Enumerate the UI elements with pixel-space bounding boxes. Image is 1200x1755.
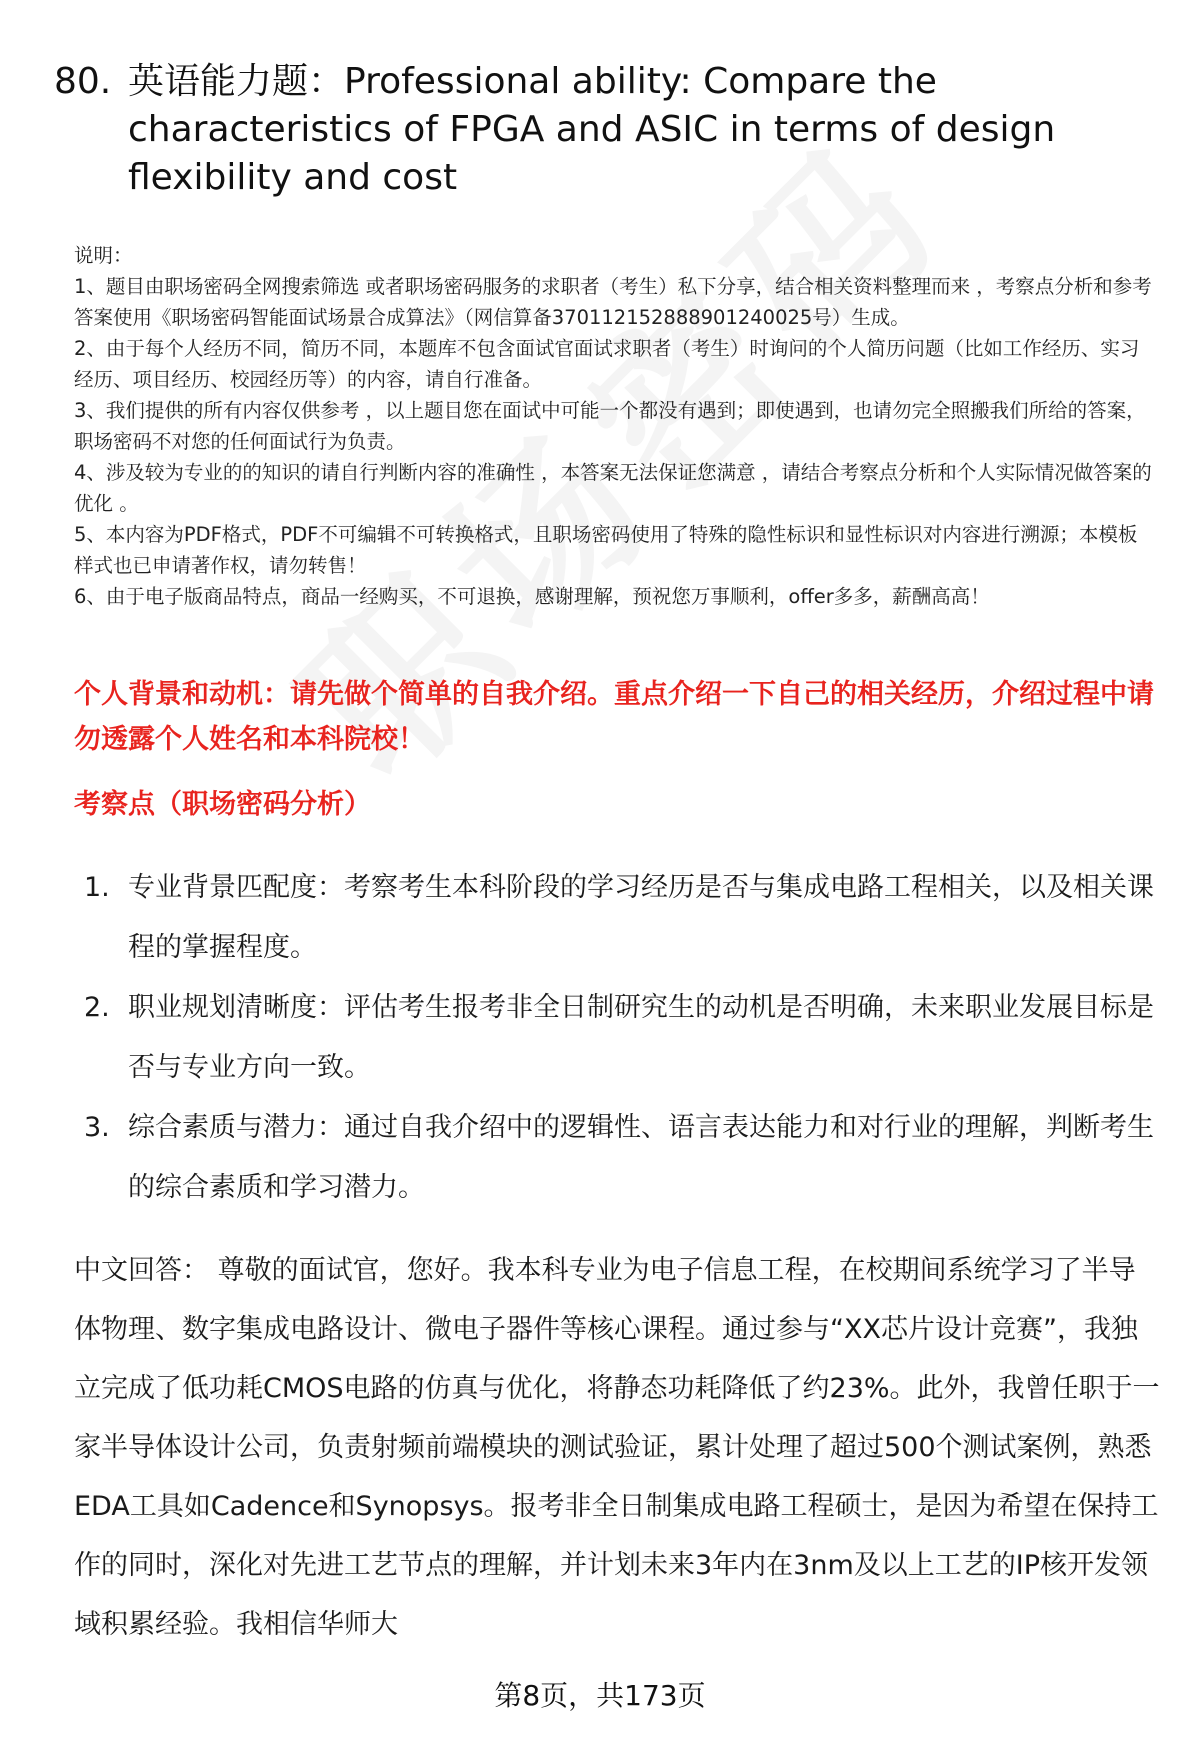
exam-point-text: 职业规划清晰度：评估考生报考非全日制研究生的动机是否明确，未来职业发展目标是否与专业方向一致。 [128, 992, 1154, 1083]
question-title [54, 58, 1114, 202]
notes-heading: 说明： [74, 244, 133, 267]
notes-section [74, 240, 1154, 612]
note-item: 4、涉及较为专业的的知识的请自行判断内容的准确性 ，本答案无法保证您满意 ，请结合考察点分析和个人实际情况做答案的优化 。 [74, 461, 1152, 515]
exam-points-list [84, 858, 1160, 1218]
exam-point-number: 1. [84, 872, 110, 903]
exam-point [84, 978, 1160, 1098]
note-item: 3、我们提供的所有内容仅供参考 ，以上题目您在面试中可能一个都没有遇到；即使遇到，也请勿完全照搬我们所给的答案，职场密码不对您的任何面试行为负责。 [74, 399, 1146, 453]
exam-point-text: 专业背景匹配度：考察考生本科阶段的学习经历是否与集成电路工程相关，以及相关课程的掌握程度。 [128, 872, 1154, 963]
intro-question-heading: 个人背景和动机：请先做个简单的自我介绍。重点介绍一下自己的相关经历，介绍过程中请勿透露个人姓名和本科院校！ [74, 679, 1154, 755]
exam-point-number: 2. [84, 992, 110, 1023]
chinese-answer: 中文回答： 尊敬的面试官，您好。我本科专业为电子信息工程，在校期间系统学习了半导体物理、数字集成电路设计、微电子器件等核心课程。通过参与“XX芯片设计竞赛”，我独立完成了低功耗CMOS电路的仿真与优化，将静态功耗降低了约23%。此外，我曾任职于一家半导体设计公司，负责射频前端模块的测试验证，累计处理了超过500个测试案例，熟悉EDA工具如Cadence和Synopsys。报考非全日制集成电路工程硕士，是因为希望在保持工作的同时，深化对先进工艺节点的理解，并计划未来3年内在3nm及以上工艺的IP核开发领域积累经验。我相信华师大 [74, 1255, 1160, 1640]
exam-point [84, 858, 1160, 978]
exam-point-text: 综合素质与潜力：通过自我介绍中的逻辑性、语言表达能力和对行业的理解，判断考生的综合素质和学习潜力。 [128, 1112, 1154, 1203]
question-number: 80. [54, 61, 112, 102]
question-text: 英语能力题：Professional ability: Compare the characteristics of FPGA and ASIC in terms of design flexibility and cost [128, 61, 1056, 198]
exam-point [84, 1098, 1160, 1218]
note-item: 2、由于每个人经历不同，简历不同，本题库不包含面试官面试求职者（考生）时询问的个人简历问题（比如工作经历、实习经历、项目经历、校园经历等）的内容，请自行准备。 [74, 337, 1140, 391]
note-item: 5、本内容为PDF格式，PDF不可编辑不可转换格式，且职场密码使用了特殊的隐性标识和显性标识对内容进行溯源；本模板样式也已申请著作权，请勿转售！ [74, 523, 1138, 577]
page-footer: 第8页，共173页 [494, 1679, 706, 1712]
exam-points-heading: 考察点（职场密码分析） [74, 789, 371, 820]
note-item: 1、题目由职场密码全网搜索筛选 或者职场密码服务的求职者（考生）私下分享，结合相关资料整理而来 ，考察点分析和参考答案使用《职场密码智能面试场景合成算法》（网信算备370112152888901240025号）生成。 [74, 275, 1152, 329]
note-item: 6、由于电子版商品特点，商品一经购买，不可退换，感谢理解，预祝您万事顺利，offer多多，薪酬高高！ [74, 585, 990, 608]
exam-point-number: 3. [84, 1112, 110, 1143]
